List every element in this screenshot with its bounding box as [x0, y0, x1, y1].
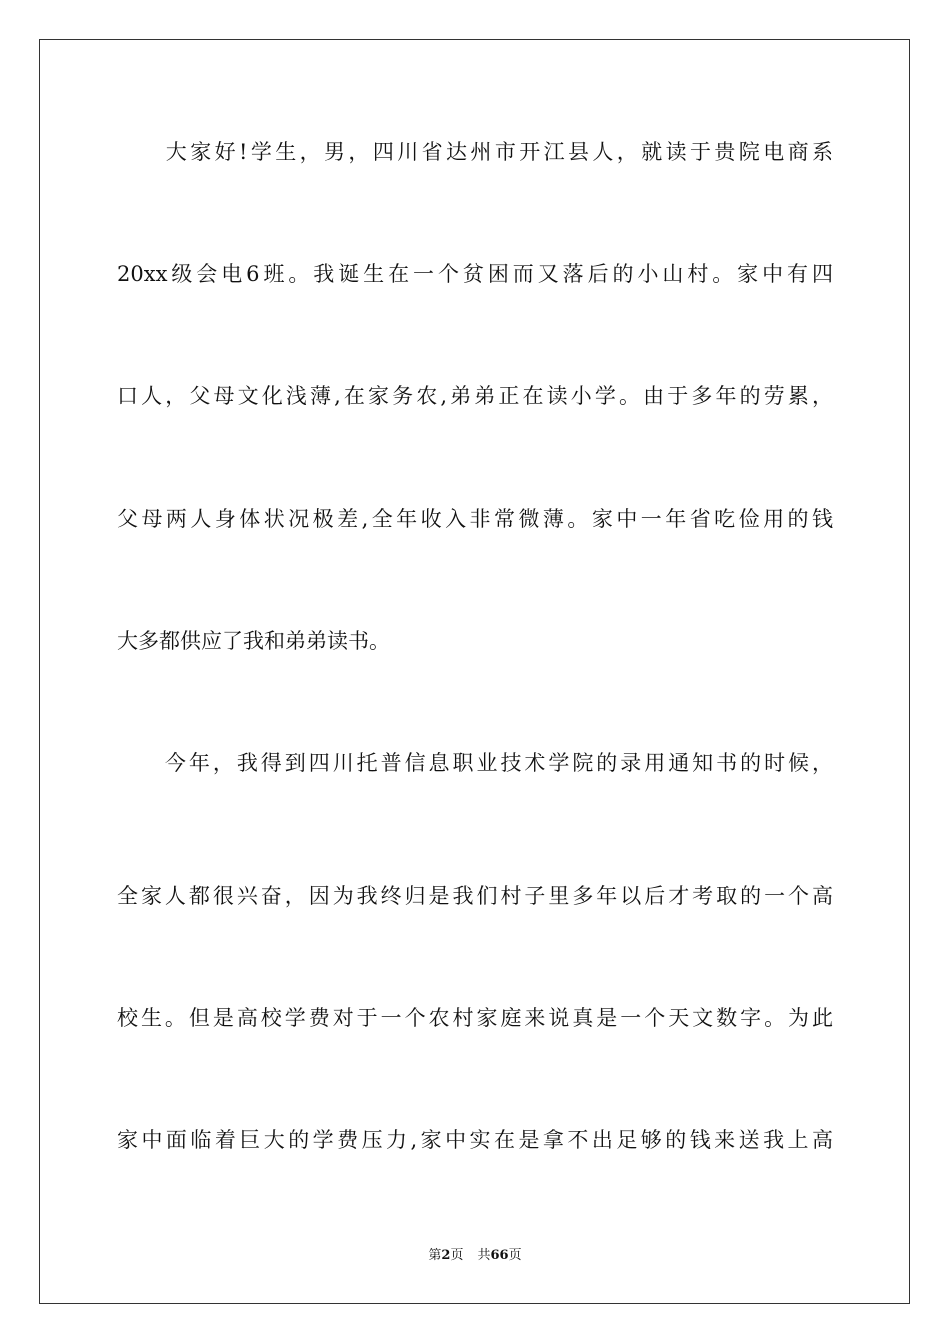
- page-footer: [0, 1246, 950, 1266]
- text-line: 今年，我得到四川托普信息职业技术学院的录用通知书的时候，: [117, 751, 833, 775]
- page-number: 2: [441, 1248, 451, 1263]
- page-prefix: 第: [428, 1248, 442, 1263]
- text-line: 大家好!学生，男，四川省达州市开江县人，就读于贵院电商系: [117, 140, 833, 164]
- total-prefix: 共: [477, 1248, 491, 1263]
- text-line: 口人，父母文化浅薄,在家务农,弟弟正在读小学。由于多年的劳累，: [117, 384, 833, 408]
- text-line: 大多都供应了我和弟弟读书。: [117, 629, 390, 653]
- text-line: 父母两人身体状况极差,全年收入非常微薄。家中一年省吃俭用的钱: [117, 507, 833, 531]
- total-pages: 66: [490, 1248, 509, 1263]
- page-suffix: 页: [450, 1248, 464, 1263]
- text-line: 校生。但是高校学费对于一个农村家庭来说真是一个天文数字。为此: [117, 1006, 833, 1030]
- page-border: [39, 39, 910, 1304]
- text-line: 家中面临着巨大的学费压力,家中实在是拿不出足够的钱来送我上高: [117, 1128, 833, 1152]
- text-line: 20xx级会电6班。我诞生在一个贫困而又落后的小山村。家中有四: [117, 262, 833, 286]
- total-suffix: 页: [508, 1248, 522, 1263]
- text-line: 全家人都很兴奋，因为我终归是我们村子里多年以后才考取的一个高: [117, 884, 833, 908]
